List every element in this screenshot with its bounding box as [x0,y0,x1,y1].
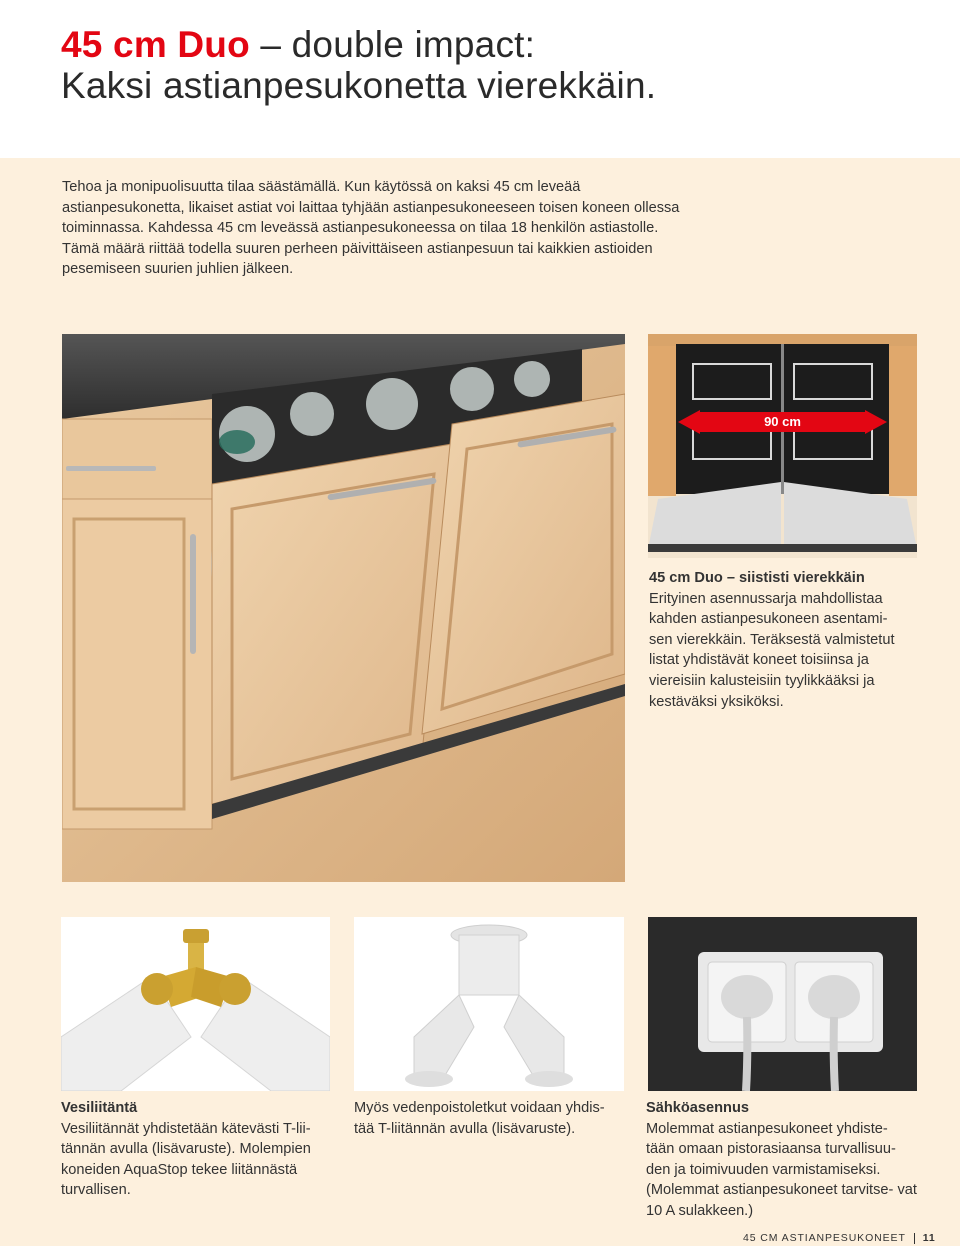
caption-text: Vesiliitännät yhdistetään kätevästi T-lii- tännän avulla (lisävaruste). Molempien koneiden AquaStop tekee liitännästä turvallisen. [61,1120,311,1199]
title-line2: Kaksi astianpesukonetta vierekkäin. [61,65,657,106]
width-label: 90 cm [764,414,801,429]
side-caption-text: Erityinen asennussarja mahdollistaa kahden astianpesukoneen asentami- sen vierekkäin. Teräksestä valmistetut listat yhdistävät koneet toisiinsa ja viereisiin kalusteisiin tyylikkääksi ja kestäväksi yksiköksi. [649,590,895,710]
title-highlight: 45 cm Duo [61,24,250,65]
white-t-drain-connector-photo [354,917,624,1091]
caption-text: Molemmat astianpesukoneet yhdiste- tään omaan pistorasiaansa turvallisuu- den ja toimivuuden varmistamiseksi. (Molemmat astianpesukoneet tarvitse- vat 10 A sulakkeen.) [646,1120,917,1219]
brass-t-connector-illustration [61,917,330,1091]
footer-divider [914,1233,915,1244]
intro-paragraph: Tehoa ja monipuolisuutta tilaa säästämällä. Kun käytössä on kaksi 45 cm leveää astianpesukonetta, likaiset astiat voi laittaa tyhjään astianpesukoneeseen toisen koneen ollessa toiminnassa. Kahdessa 45 cm leveässä astianpesukoneessa on tilaa 18 henkilön astiastolle. Tämä määrä riittää todella suuren perheen päivittäiseen astianpesuun tai kaikkien astioiden pesemiseen suurien juhlien jälkeen. [62,179,680,278]
kitchen-illustration [62,334,625,882]
page-title [61,24,921,106]
side-caption [649,568,911,712]
page-footer [743,1232,943,1244]
title-subtitle: – double impact: [249,24,536,65]
caption-text: Myös vedenpoistoletkut voidaan yhdis- tää T-liitännän avulla (lisävaruste). [354,1100,605,1137]
dishwasher-kitchen-photo [62,334,625,882]
double-socket-photo [648,917,917,1091]
caption-drain-connection [354,1098,626,1139]
open-dishwashers-photo [648,334,917,558]
caption-title: Sähköasennus [646,1100,750,1116]
open-dishwashers-illustration [648,334,917,558]
white-t-drain-illustration [354,917,624,1091]
caption-title: Vesiliitäntä [61,1100,138,1116]
side-caption-title: 45 cm Duo – siististi vierekkäin [649,570,865,586]
caption-water-connection [61,1098,333,1201]
header-band [0,0,960,158]
footer-label: 45 CM ASTIANPESUKONEET [743,1232,906,1244]
brass-t-connector-photo [61,917,330,1091]
page-number: 11 [922,1232,936,1244]
caption-electrical [646,1098,918,1222]
double-socket-illustration [648,917,917,1091]
